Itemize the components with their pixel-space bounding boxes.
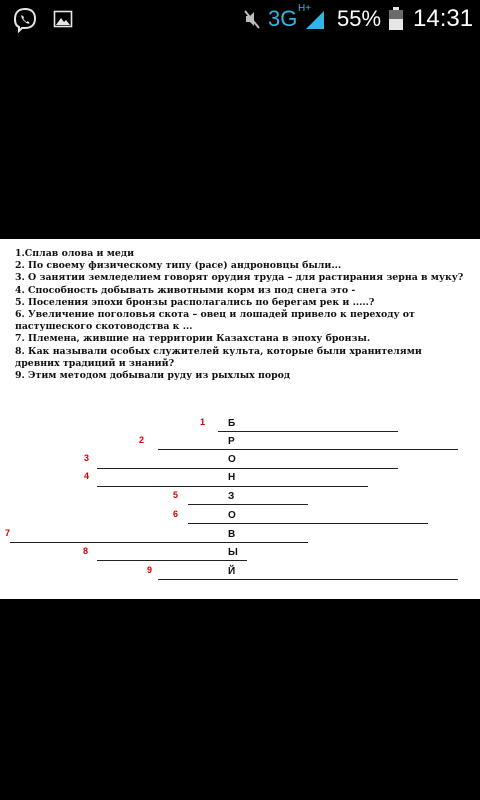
answer-line — [188, 523, 428, 524]
battery-percentage: 55% — [337, 6, 382, 31]
question-3: 3. О занятии земледелием говорят орудия труда – для растирания зерна в муку? — [15, 272, 464, 284]
crossword-letter: О — [228, 510, 236, 521]
battery-icon — [388, 7, 404, 31]
crossword-number: 4 — [84, 471, 90, 481]
question-1: 1.Сплав олова и меди — [15, 248, 135, 259]
worksheet-image[interactable] — [0, 239, 480, 599]
answer-line — [97, 486, 368, 487]
crossword-number: 2 — [139, 435, 145, 445]
question-8: 8. Как называли особых служителей культа, которые были хранителями древних традиций и знаний? — [15, 345, 422, 369]
question-4: 4. Способность добывать животными корм из под снега это - — [15, 284, 356, 296]
question-9: 9. Этим методом добывали руду из рыхлых пород — [15, 370, 291, 382]
crossword-number: 7 — [5, 528, 11, 538]
question-7: 7. Племена, жившие на территории Казахстана в эпоху бронзы. — [15, 333, 371, 345]
gallery-icon[interactable] — [53, 9, 73, 29]
crossword-letter: Й — [228, 566, 236, 577]
viber-icon[interactable] — [11, 6, 39, 34]
crossword-number: 5 — [173, 490, 179, 500]
crossword-number: 3 — [84, 453, 90, 463]
crossword-number: 1 — [200, 417, 206, 427]
signal-icon — [304, 10, 326, 30]
crossword-number: 9 — [147, 565, 153, 575]
question-5: 5. Поселения эпохи бронзы располагались по берегам рек и .....? — [15, 296, 375, 308]
answer-line — [10, 542, 308, 543]
mute-icon — [241, 8, 263, 30]
crossword-letter: Ы — [228, 547, 238, 558]
crossword-letter: Р — [228, 436, 235, 447]
crossword-letter: З — [228, 491, 235, 502]
answer-line — [158, 579, 458, 580]
answer-line — [188, 504, 308, 505]
crossword-number: 6 — [173, 509, 179, 519]
crossword-number: 8 — [83, 546, 89, 556]
clock: 14:31 — [413, 5, 474, 32]
question-6: 6. Увеличение поголовья скота – овец и лошадей привело к переходу от пастушеского скотоводства к ... — [15, 309, 415, 333]
question-2: 2. По своему физическому типу (расе) андроновцы были... — [15, 260, 342, 272]
answer-line — [97, 560, 247, 561]
answer-line — [97, 468, 398, 469]
crossword-letter: В — [228, 529, 236, 540]
crossword-letter: Б — [228, 418, 236, 429]
network-speed-label: H+ — [298, 3, 312, 14]
questions-list — [15, 248, 475, 382]
network-type-label: 3G — [268, 6, 298, 31]
crossword-letter: О — [228, 454, 236, 465]
crossword-letter: Н — [228, 472, 236, 483]
answer-line — [158, 449, 458, 450]
status-bar — [0, 0, 480, 38]
answer-line — [218, 431, 398, 432]
